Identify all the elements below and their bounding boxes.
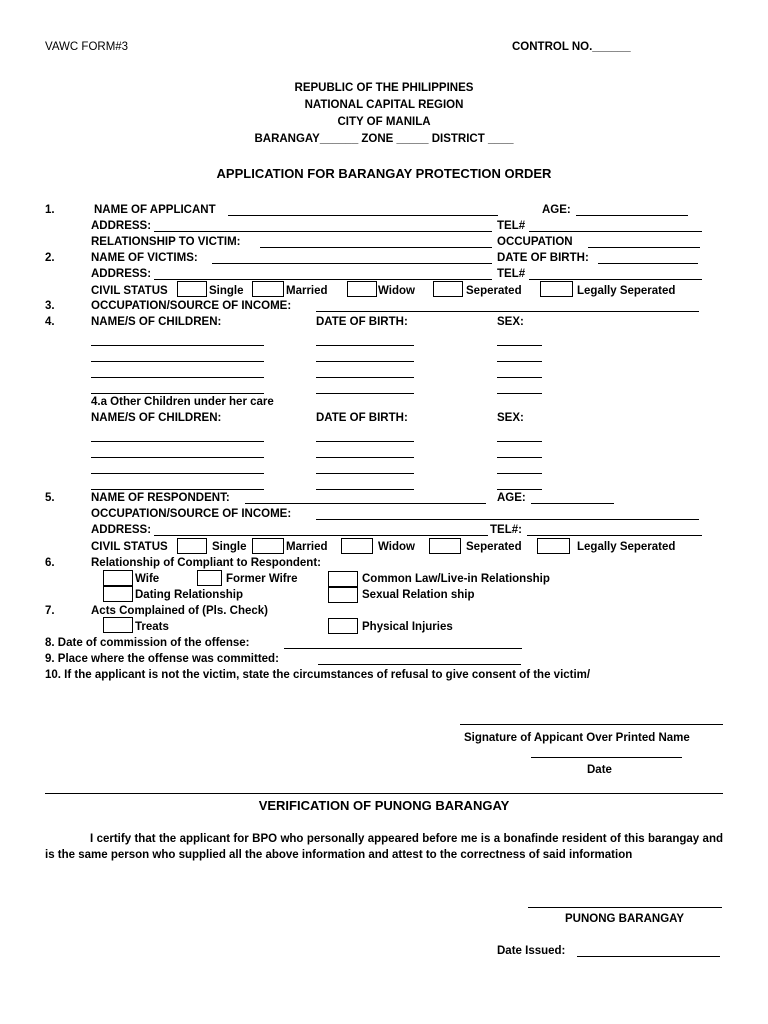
checkbox-respondent-seperated[interactable] bbox=[429, 538, 461, 554]
item-number-4: 4. bbox=[45, 316, 55, 328]
item-number-7: 7. bbox=[45, 605, 55, 617]
applicant-name-field[interactable] bbox=[228, 215, 498, 216]
victim-dob-field[interactable] bbox=[598, 263, 698, 264]
label-name-victims: NAME OF VICTIMS: bbox=[91, 252, 198, 264]
option-seperated: Seperated bbox=[466, 285, 522, 297]
child-sex-field[interactable] bbox=[497, 393, 542, 394]
checkbox-single[interactable] bbox=[177, 281, 207, 297]
checkbox-widow[interactable] bbox=[347, 281, 377, 297]
child-name-field[interactable] bbox=[91, 345, 264, 346]
other-child-dob-field[interactable] bbox=[316, 441, 414, 442]
checkbox-respondent-single[interactable] bbox=[177, 538, 207, 554]
label-other-children: 4.a Other Children under her care bbox=[91, 396, 274, 408]
header-region: NATIONAL CAPITAL REGION bbox=[304, 99, 464, 111]
label-other-children-names: NAME/S OF CHILDREN: bbox=[91, 412, 222, 424]
label-respondent-age: AGE: bbox=[497, 492, 526, 504]
option-dating: Dating Relationship bbox=[135, 589, 243, 601]
option-treats: Treats bbox=[135, 621, 169, 633]
child-dob-field[interactable] bbox=[316, 361, 414, 362]
relationship-to-victim-field[interactable] bbox=[260, 247, 492, 248]
date-of-offense-field[interactable] bbox=[284, 648, 522, 649]
other-child-sex-field[interactable] bbox=[497, 441, 542, 442]
label-respondent-address: ADDRESS: bbox=[91, 524, 152, 536]
label-occupation-income: OCCUPATION/SOURCE OF INCOME: bbox=[91, 300, 292, 312]
label-tel: TEL# bbox=[497, 220, 526, 232]
child-name-field[interactable] bbox=[91, 377, 264, 378]
form-number: VAWC FORM#3 bbox=[45, 41, 129, 53]
label-date-of-birth: DATE OF BIRTH: bbox=[497, 252, 589, 264]
respondent-name-field[interactable] bbox=[245, 503, 486, 504]
signature-date-line[interactable] bbox=[531, 757, 682, 758]
punong-barangay-label: PUNONG BARANGAY bbox=[565, 913, 685, 925]
verification-title: VERIFICATION OF PUNONG BARANGAY bbox=[258, 798, 510, 813]
control-number: CONTROL NO.______ bbox=[512, 41, 631, 53]
label-children-dob: DATE OF BIRTH: bbox=[316, 316, 408, 328]
other-child-name-field[interactable] bbox=[91, 441, 264, 442]
label-address: ADDRESS: bbox=[91, 220, 152, 232]
item-number-6: 6. bbox=[45, 557, 55, 569]
checkbox-common-law[interactable] bbox=[328, 571, 358, 587]
label-item-9: 9. Place where the offense was committed: bbox=[45, 653, 279, 665]
checkbox-respondent-widow[interactable] bbox=[341, 538, 373, 554]
checkbox-married[interactable] bbox=[252, 281, 284, 297]
label-acts-complained: Acts Complained of (Pls. Check) bbox=[91, 605, 269, 617]
option-former-wife: Former Wifre bbox=[226, 573, 298, 585]
option-wife: Wife bbox=[135, 573, 160, 585]
verification-body: I certify that the applicant for BPO who personally appeared before me is a bonafinde resident of this barangay and is the same person who supplied all the above information and attest to the correctness of said information bbox=[45, 833, 723, 861]
option-physical-injuries: Physical Injuries bbox=[362, 621, 453, 633]
option-respondent-seperated: Seperated bbox=[466, 541, 522, 553]
respondent-age-field[interactable] bbox=[531, 503, 614, 504]
applicant-address-field[interactable] bbox=[154, 231, 492, 232]
option-legally-seperated: Legally Seperated bbox=[577, 285, 676, 297]
respondent-occupation-field[interactable] bbox=[316, 519, 699, 520]
label-respondent-occupation: OCCUPATION/SOURCE OF INCOME: bbox=[91, 508, 292, 520]
applicant-occupation-field[interactable] bbox=[588, 247, 700, 248]
option-married: Married bbox=[286, 285, 328, 297]
victim-name-field[interactable] bbox=[212, 263, 492, 264]
child-dob-field[interactable] bbox=[316, 345, 414, 346]
label-name-applicant: NAME OF APPLICANT bbox=[94, 204, 216, 216]
applicant-signature-line[interactable] bbox=[460, 724, 723, 725]
place-of-offense-field[interactable] bbox=[318, 664, 521, 665]
label-respondent-tel: TEL#: bbox=[490, 524, 522, 536]
option-common-law: Common Law/Live-in Relationship bbox=[362, 573, 550, 585]
child-name-field[interactable] bbox=[91, 393, 264, 394]
label-children-names: NAME/S OF CHILDREN: bbox=[91, 316, 222, 328]
child-sex-field[interactable] bbox=[497, 345, 542, 346]
label-children-sex: SEX: bbox=[497, 316, 524, 328]
option-single: Single bbox=[209, 285, 244, 297]
child-sex-field[interactable] bbox=[497, 361, 542, 362]
label-civil-status: CIVIL STATUS bbox=[91, 285, 168, 297]
occupation-income-field[interactable] bbox=[316, 311, 699, 312]
item-number-5: 5. bbox=[45, 492, 55, 504]
signature-date-label: Date bbox=[587, 764, 612, 776]
option-widow: Widow bbox=[378, 285, 415, 297]
checkbox-sexual[interactable] bbox=[328, 587, 358, 603]
checkbox-respondent-married[interactable] bbox=[252, 538, 284, 554]
child-dob-field[interactable] bbox=[316, 377, 414, 378]
option-respondent-married: Married bbox=[286, 541, 328, 553]
checkbox-treats[interactable] bbox=[103, 617, 133, 633]
option-respondent-widow: Widow bbox=[378, 541, 415, 553]
other-child-sex-field[interactable] bbox=[497, 473, 542, 474]
label-name-respondent: NAME OF RESPONDENT: bbox=[91, 492, 230, 504]
form-title: APPLICATION FOR BARANGAY PROTECTION ORDER bbox=[216, 166, 552, 181]
checkbox-dating[interactable] bbox=[103, 586, 133, 602]
other-child-name-field[interactable] bbox=[91, 489, 264, 490]
label-respondent-civil-status: CIVIL STATUS bbox=[91, 541, 168, 553]
checkbox-physical-injuries[interactable] bbox=[328, 618, 358, 634]
child-sex-field[interactable] bbox=[497, 377, 542, 378]
date-issued-field[interactable] bbox=[577, 956, 720, 957]
child-name-field[interactable] bbox=[91, 361, 264, 362]
label-item-8: 8. Date of commission of the offense: bbox=[45, 637, 250, 649]
other-child-name-field[interactable] bbox=[91, 457, 264, 458]
applicant-tel-field[interactable] bbox=[529, 231, 702, 232]
other-child-sex-field[interactable] bbox=[497, 489, 542, 490]
item-number-3: 3. bbox=[45, 300, 55, 312]
label-date-issued: Date Issued: bbox=[497, 945, 566, 957]
applicant-signature-label: Signature of Appicant Over Printed Name bbox=[464, 732, 690, 744]
victim-tel-field[interactable] bbox=[529, 279, 702, 280]
checkbox-wife[interactable] bbox=[103, 570, 133, 586]
other-child-sex-field[interactable] bbox=[497, 457, 542, 458]
applicant-age-field[interactable] bbox=[576, 215, 688, 216]
label-other-children-dob: DATE OF BIRTH: bbox=[316, 412, 408, 424]
option-sexual: Sexual Relation ship bbox=[362, 589, 475, 601]
header-barangay: BARANGAY______ ZONE _____ DISTRICT ____ bbox=[254, 133, 514, 145]
label-age: AGE: bbox=[542, 204, 571, 216]
other-child-name-field[interactable] bbox=[91, 473, 264, 474]
respondent-tel-field[interactable] bbox=[527, 535, 702, 536]
header-city: CITY OF MANILA bbox=[337, 116, 431, 128]
checkbox-respondent-legally-seperated[interactable] bbox=[537, 538, 570, 554]
other-child-dob-field[interactable] bbox=[316, 473, 414, 474]
child-dob-field[interactable] bbox=[316, 393, 414, 394]
label-relationship-compliant: Relationship of Compliant to Respondent: bbox=[91, 557, 321, 569]
checkbox-seperated[interactable] bbox=[433, 281, 463, 297]
other-child-dob-field[interactable] bbox=[316, 457, 414, 458]
label-occupation: OCCUPATION bbox=[497, 236, 573, 248]
item-number-1: 1. bbox=[45, 204, 55, 216]
label-other-children-sex: SEX: bbox=[497, 412, 524, 424]
item-number-2: 2. bbox=[45, 252, 55, 264]
checkbox-legally-seperated[interactable] bbox=[540, 281, 573, 297]
section-divider bbox=[45, 793, 723, 794]
option-respondent-single: Single bbox=[212, 541, 247, 553]
punong-barangay-signature-line[interactable] bbox=[528, 907, 722, 908]
label-relationship-to-victim: RELATIONSHIP TO VICTIM: bbox=[91, 236, 241, 248]
label-victim-address: ADDRESS: bbox=[91, 268, 152, 280]
checkbox-former-wife[interactable] bbox=[197, 570, 222, 586]
option-respondent-legally-seperated: Legally Seperated bbox=[577, 541, 676, 553]
label-victim-tel: TEL# bbox=[497, 268, 526, 280]
victim-address-field[interactable] bbox=[154, 279, 492, 280]
other-child-dob-field[interactable] bbox=[316, 489, 414, 490]
label-item-10: 10. If the applicant is not the victim, state the circumstances of refusal to give consent of the victim/ bbox=[45, 669, 591, 681]
header-republic: REPUBLIC OF THE PHILIPPINES bbox=[294, 82, 474, 94]
respondent-address-field[interactable] bbox=[154, 535, 488, 536]
